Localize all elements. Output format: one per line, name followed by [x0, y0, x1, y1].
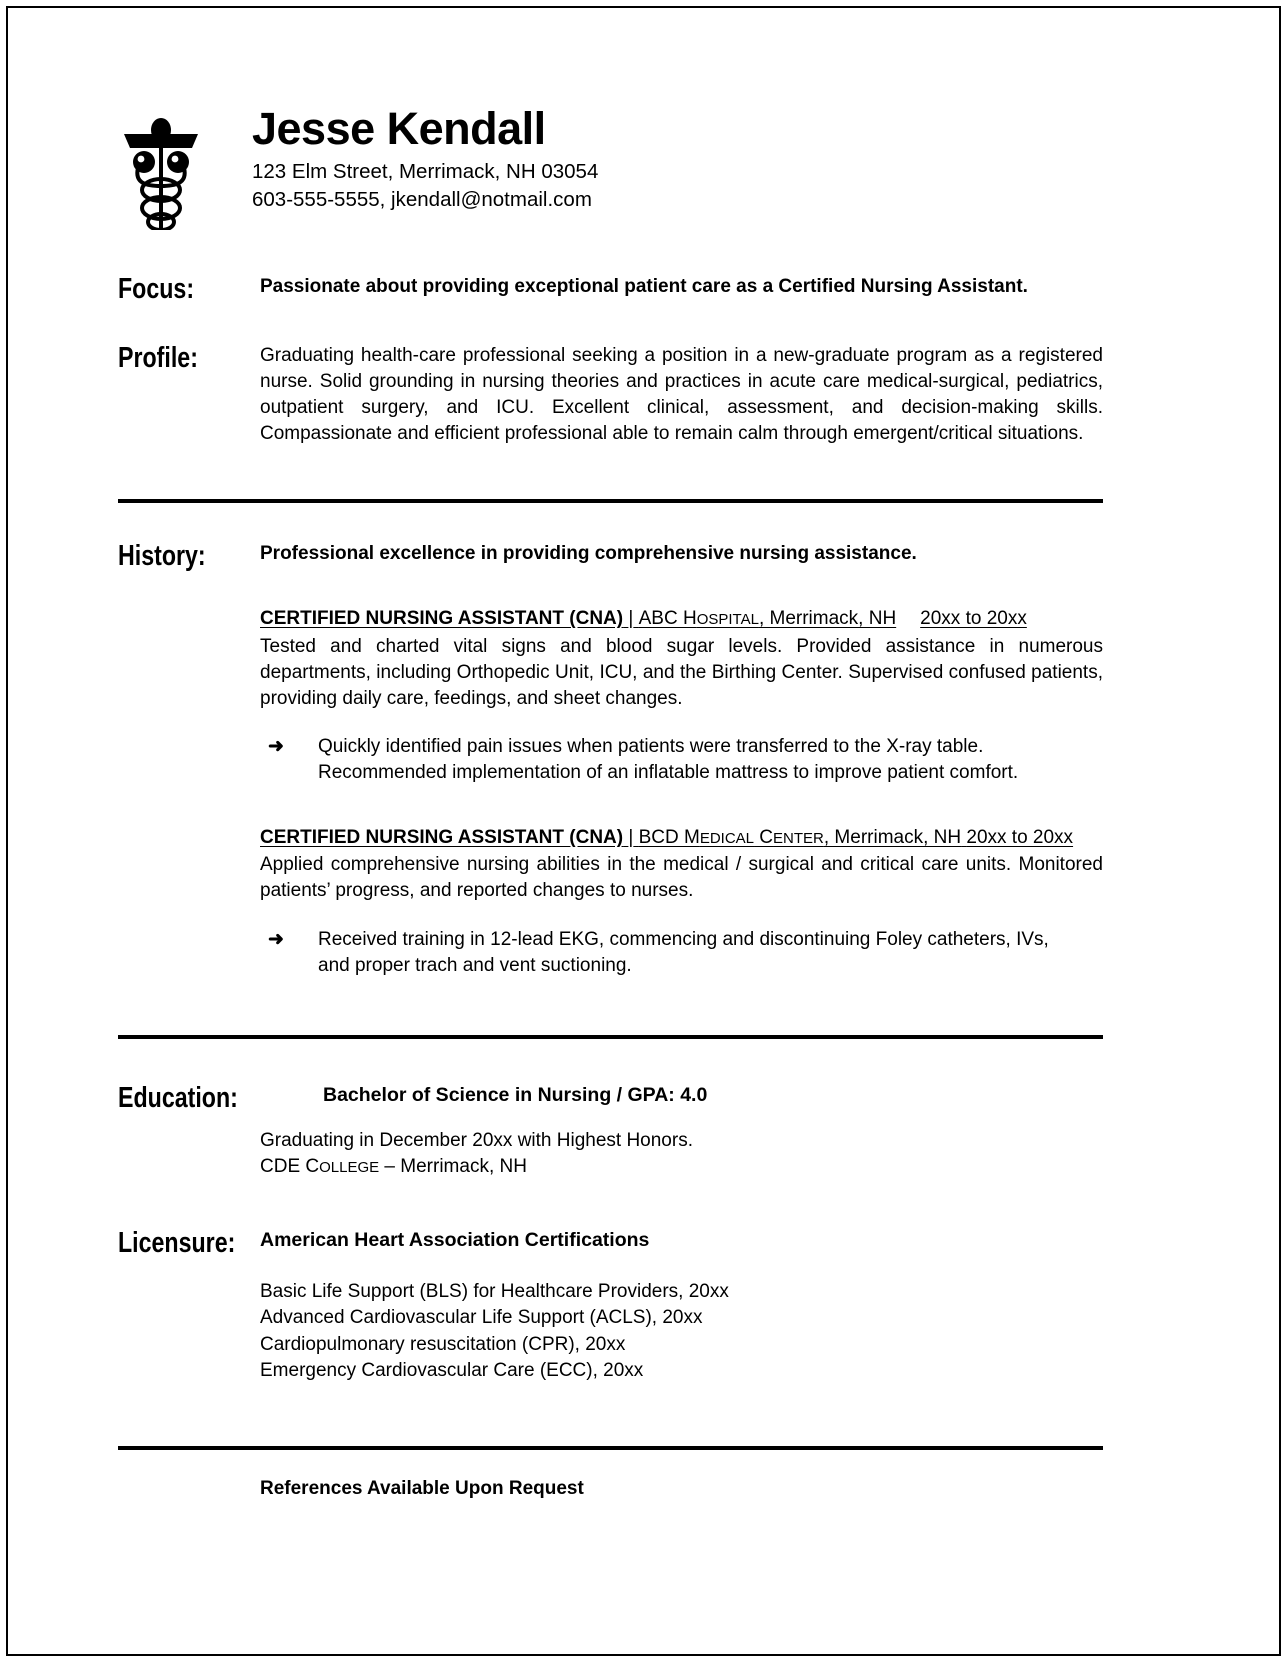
job-separator: |	[628, 826, 634, 848]
employer-location: , Merrimack, NH	[758, 608, 897, 630]
resume-header	[118, 104, 1103, 230]
profile-label: Profile:	[118, 342, 198, 375]
job-title: CERTIFIED NURSING ASSISTANT (CNA)	[260, 608, 624, 630]
bullet-line: Received training in 12-lead EKG, commencing and discontinuing Foley catheters, IVs,	[318, 928, 1049, 950]
focus-label: Focus:	[118, 273, 195, 305]
arrow-right-icon: ➜	[268, 735, 284, 757]
resume-content	[118, 104, 1103, 1500]
job-title: CERTIFIED NURSING ASSISTANT (CNA)	[260, 826, 624, 848]
section-profile	[118, 343, 1103, 447]
section-history	[118, 541, 1103, 978]
list-item: Advanced Cardiovascular Life Support (ACLS), 20xx	[260, 1307, 703, 1329]
licensure-heading: American Heart Association Certifications	[260, 1228, 650, 1251]
history-label: History:	[118, 540, 206, 573]
education-degree: Bachelor of Science in Nursing / GPA: 4.0	[323, 1083, 708, 1106]
profile-label-cell	[118, 343, 260, 374]
licensure-body-cell	[260, 1228, 1103, 1253]
header-text-block	[204, 104, 598, 214]
employer-name-rest: EDICAL	[699, 829, 755, 847]
arrow-right-icon: ➜	[268, 928, 284, 950]
references-note: References Available Upon Request	[260, 1478, 584, 1500]
page-title: Jesse Kendall	[252, 103, 546, 154]
employer-name-first: ABC H	[638, 608, 697, 630]
education-school	[260, 1154, 1103, 1180]
divider-2	[118, 1035, 1103, 1039]
school-name-rest: OLLEGE	[319, 1158, 380, 1176]
licensure-list-cell	[260, 1259, 1103, 1384]
list-item: Cardiopulmonary resuscitation (CPR), 20xx	[260, 1333, 626, 1355]
contact-line: 603-555-5555, jkendall@notmail.com	[252, 188, 592, 212]
job-bullet	[260, 734, 1103, 786]
focus-body-cell	[260, 274, 1103, 300]
section-licensure	[118, 1228, 1103, 1259]
school-name-first: CDE C	[260, 1155, 320, 1177]
focus-text: Passionate about providing exceptional patient care as a Certified Nursing Assistant.	[260, 276, 1028, 297]
history-body-cell	[260, 541, 1103, 978]
history-lede: Professional excellence in providing comprehensive nursing assistance.	[260, 543, 917, 565]
address-line: 123 Elm Street, Merrimack, NH 03054	[252, 159, 599, 183]
job-bullet	[260, 927, 1103, 979]
focus-label-cell	[118, 274, 260, 305]
licensure-label-cell	[118, 1228, 260, 1259]
job-separator: |	[628, 608, 634, 630]
education-body-cell	[323, 1083, 1103, 1108]
divider-3	[118, 1446, 1103, 1450]
employer-name-second-first: C	[754, 826, 774, 848]
job-dates: 20xx to 20xx	[920, 608, 1027, 630]
history-label-cell	[118, 541, 260, 572]
bullet-text	[318, 927, 1103, 979]
licensure-list-row	[118, 1259, 1103, 1384]
job-description: Tested and charted vital signs and blood sugar levels. Provided assistance in numerous departments, including Orthopedic Unit, ICU, and the Birthing Center. Supervised confused patients, providing daily care, feedings, and sheet changes.	[260, 635, 1103, 709]
education-details-row	[118, 1114, 1103, 1180]
employer-name-first: BCD M	[638, 826, 700, 848]
certification-list	[260, 1279, 1103, 1384]
job-heading	[260, 826, 1103, 851]
section-education	[118, 1083, 1103, 1114]
employer-name-rest: OSPITAL	[696, 611, 759, 629]
bullet-line: Recommended implementation of an inflatable mattress to improve patient comfort.	[318, 761, 1019, 783]
list-item: Emergency Cardiovascular Care (ECC), 20xx	[260, 1359, 644, 1381]
employer-name-second-rest: ENTER	[773, 829, 824, 847]
employer-location: , Merrimack, NH	[823, 826, 962, 848]
profile-text: Graduating health-care professional seeking a position in a new-graduate program as a registered nurse. Solid grounding in nursing theories and practices in acute care medical-surgical, pediatrics, outpatient surgery, and ICU. Excellent clinical, assessment, and decision-making skills. Compassionate and efficient professional able to remain calm through emergent/critical situations.	[260, 345, 1103, 445]
job-heading	[260, 607, 1103, 632]
caduceus-icon	[118, 104, 204, 230]
job-entry	[260, 826, 1103, 979]
education-label-cell	[118, 1083, 323, 1114]
education-graduating: Graduating in December 20xx with Highest Honors.	[260, 1129, 693, 1151]
education-details	[260, 1128, 1103, 1180]
divider-1	[118, 499, 1103, 503]
job-dates: 20xx to 20xx	[966, 826, 1074, 848]
school-location: – Merrimack, NH	[379, 1155, 527, 1177]
resume-footer	[118, 1478, 1103, 1500]
list-item: Basic Life Support (BLS) for Healthcare Providers, 20xx	[260, 1281, 729, 1303]
bullet-line: Quickly identified pain issues when patients were transferred to the X-ray table.	[318, 735, 984, 757]
education-label: Education:	[118, 1081, 238, 1114]
bullet-text	[318, 734, 1103, 786]
bullet-line: and proper trach and vent suctioning.	[318, 954, 632, 976]
profile-body-cell	[260, 343, 1103, 447]
section-focus	[118, 274, 1103, 305]
licensure-label: Licensure:	[118, 1226, 236, 1259]
job-entry	[260, 607, 1103, 786]
job-description: Applied comprehensive nursing abilities in the medical / surgical and critical care units. Monitored patients’ progress, and reported changes to nurses.	[260, 854, 1103, 902]
